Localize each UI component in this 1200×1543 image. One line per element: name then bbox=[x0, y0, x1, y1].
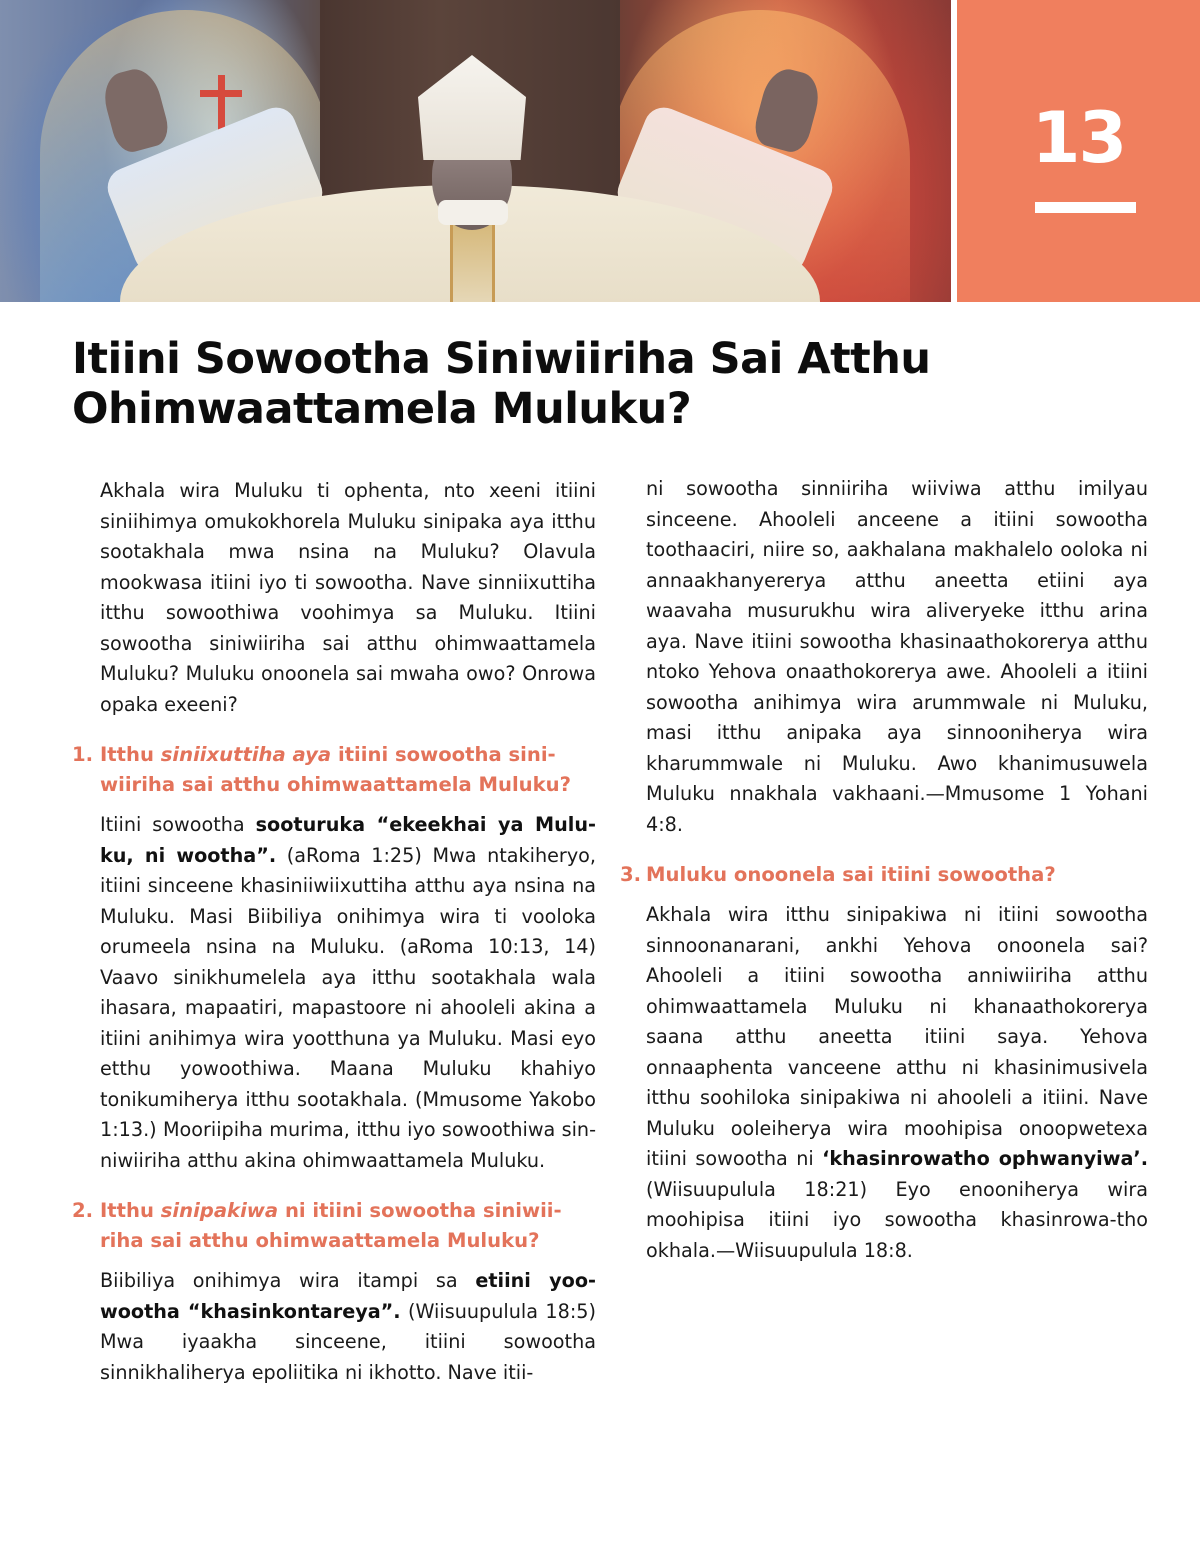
answer-2-continued bbox=[620, 474, 1148, 840]
question-text bbox=[100, 740, 596, 800]
title-line-2: Ohimwaattamela Muluku? bbox=[72, 384, 692, 434]
question-text-part: Itthu bbox=[100, 1199, 161, 1222]
answer-text: ni sowootha sinniiriha wiiviwa atthu imilyau sinceene. Ahooleli anceene a itiini sowootha toothaaciri, niire so, aakhalana makhalelo ooloka ni annaakhanyererya atthu aneetta etiini aya waavaha musurukhu wira aliveryeke itthu arina aya. Nave itiini sowootha khasinaathokorerya atthu ntoko Yehova onaathokorerya awe. Ahooleli a itiini sowootha anihimya wira arummwale ni Muluku, masi itthu anipaka aya sinnooniherya wira kharummwale ni Muluku. Awo khanimusuwela Muluku nnakhala vakhaani.—Mmusome 1 Yohani 4:8. bbox=[646, 477, 1148, 836]
question-3-heading bbox=[620, 860, 1148, 890]
question-text-part: ni itiini sowootha siniwiiriha sai atthu ohimwaattamela Muluku? bbox=[100, 1199, 562, 1252]
title-line-1: Itiini Sowootha Siniwiiriha Sai Atthu bbox=[72, 334, 931, 384]
cross-icon-bar bbox=[200, 90, 242, 97]
question-number: 1. bbox=[72, 743, 94, 766]
cross-icon bbox=[218, 75, 225, 130]
question-text-part: Muluku onoonela sai itiini sowootha? bbox=[646, 863, 1056, 886]
left-column bbox=[72, 476, 596, 1388]
question-text-part: Itthu bbox=[100, 743, 161, 766]
answer-text: (Wiisuupulula 18:5) Mwa iyaakha sinceene, itiini sowootha sinnikhaliherya epoliitika ni ikhotto. Nave itii- bbox=[100, 1299, 596, 1384]
answer-1-paragraph bbox=[72, 810, 596, 1176]
answer-emphasis: etiini yoowootha “khasinkontareya”. bbox=[100, 1269, 596, 1323]
answer-emphasis: ‘khasinrowatho ophwanyiwa’. bbox=[822, 1147, 1148, 1170]
answer-text: Itiini sowootha bbox=[100, 813, 256, 836]
answer-3-paragraph bbox=[620, 900, 1148, 1266]
answer-text: (Wiisuupulula 18:21) Eyo enooniherya wira moohipisa itiini iyo sowootha khasinrowa-tho okhala.—Wiisuupulula 18:8. bbox=[646, 1177, 1148, 1262]
answer-text: Akhala wira itthu sinipakiwa ni itiini sowootha sinnoonanarani, ankhi Yehova onoonela sai? Ahooleli a itiini sowootha anniwiiriha atthu ohimwaattamela Muluku ni khanaathokorerya saana atthu aneetta itiini saya. Yehova onnaaphenta vanceene atthu ni khasinimusivela itthu soohiloka sinipakiwa ni ahooleli a itiini. Nave Muluku ooleiherya wira moohipisa onoopwetexa itiini sowootha ni bbox=[646, 903, 1148, 1170]
question-number: 2. bbox=[72, 1199, 94, 1222]
page-title bbox=[72, 334, 1032, 434]
answer-text: Biibiliya onihimya wira itampi sa bbox=[100, 1269, 476, 1292]
answer-emphasis: sooturuka “ekeekhai ya Muluku, ni wootha”. bbox=[100, 813, 596, 867]
header-photo bbox=[0, 0, 951, 302]
question-text-italic: sinipakiwa bbox=[160, 1199, 279, 1222]
intro-paragraph: Akhala wira Muluku ti ophenta, nto xeeni itiini siniihimya omukokhorela Muluku sinipaka aya itthu sootakhala mwa nsina na Muluku? Olavula mookwasa itiini iyo ti sowootha. Nave sinniixuttiha itthu sowoothiwa voohimya sa Muluku. Itiini sowootha siniwiiriha sai atthu ohimwaattamela Muluku? Muluku onoonela sai mwaha owo? Onrowa opaka exeeni? bbox=[100, 479, 596, 716]
question-text bbox=[100, 1196, 596, 1256]
chapter-underline bbox=[1035, 202, 1136, 213]
question-text bbox=[646, 860, 1056, 890]
question-text-italic: siniixuttiha aya bbox=[160, 743, 332, 766]
collar bbox=[438, 200, 508, 225]
question-text-part: itiini sowootha siniwiiriha sai atthu ohimwaattamela Muluku? bbox=[100, 743, 571, 796]
right-column bbox=[620, 474, 1148, 1266]
chapter-badge bbox=[957, 0, 1200, 302]
question-number: 3. bbox=[620, 863, 642, 886]
question-1-heading bbox=[72, 740, 596, 800]
answer-2-paragraph bbox=[72, 1266, 596, 1388]
answer-text: (aRoma 1:25) Mwa ntakiheryo, itiini sinceene khasiniiwiixuttiha atthu aya nsina na Muluku. Masi Biibiliya onihimya wira ti vooloka orumeela nsina na Muluku. (aRoma 10:13, 14) Vaavo sinikhumelela aya itthu sootakhala wala ihasara, mapaatiri, mapastoore ni ahooleli akina a itiini anihimya wira yootthuna ya Muluku. Masi eyo etthu yowoothiwa. Maana Muluku khahiyo tonikumiherya itthu sootakhala. (Mmusome Yakobo 1:13.) Mooriipiha murima, itthu iyo sowoothiwa sinniwiiriha atthu akina ohimwaattamela Muluku. bbox=[100, 843, 597, 1172]
question-2-heading bbox=[72, 1196, 596, 1256]
chapter-number: 13 bbox=[1031, 97, 1126, 179]
